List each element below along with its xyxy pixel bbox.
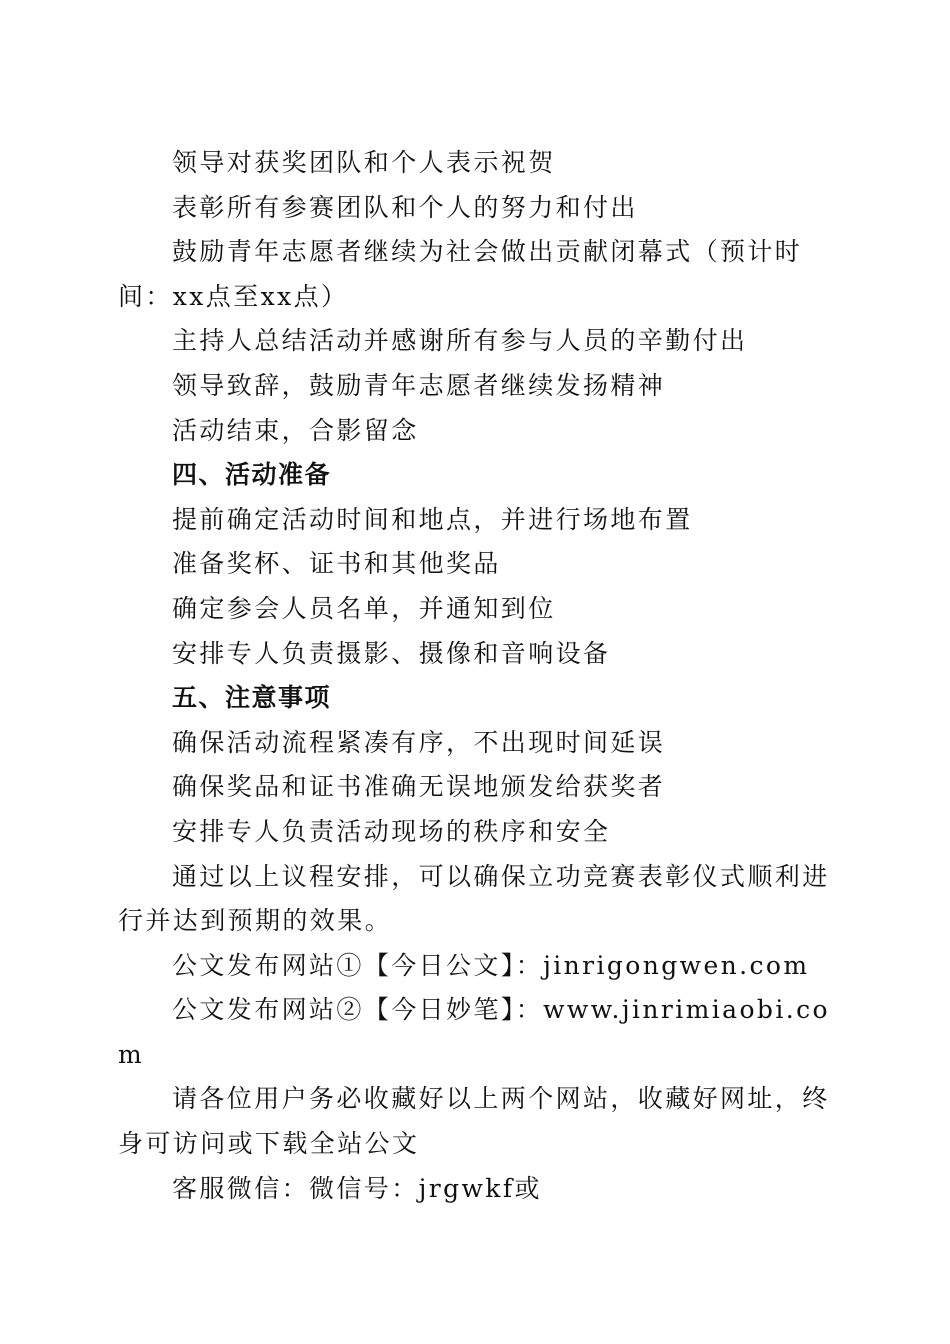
list-item: 确保活动流程紧凑有序，不出现时间延误 (172, 727, 666, 757)
list-item: 确保奖品和证书准确无误地颁发给获奖者 (172, 772, 666, 802)
list-item: 安排专人负责活动现场的秩序和安全 (172, 816, 611, 846)
paragraph: 鼓励青年志愿者继续为社会做出贡献闭幕式（预计时间：xx点至xx点） (118, 237, 803, 311)
website-line: 公文发布网站②【今日妙笔】：www.jinrimiaobi.com (118, 995, 830, 1069)
website-line: 公文发布网站①【今日公文】：jinrigongwen.com (172, 950, 810, 980)
section-heading: 四、活动准备 (172, 460, 332, 490)
list-item: 确定参会人员名单，并通知到位 (172, 593, 556, 623)
section-heading: 五、注意事项 (172, 683, 332, 713)
paragraph: 表彰所有参赛团队和个人的努力和付出 (172, 192, 638, 222)
list-item: 准备奖杯、证书和其他奖品 (172, 549, 501, 579)
document-body (118, 141, 830, 1211)
list-item: 安排专人负责摄影、摄像和音响设备 (172, 638, 611, 668)
customer-service-line: 客服微信：微信号：jrgwkf或 (172, 1173, 542, 1203)
paragraph: 领导对获奖团队和个人表示祝贺 (172, 148, 556, 177)
closing-paragraph: 通过以上议程安排，可以确保立功竞赛表彰仪式顺利进行并达到预期的效果。 (118, 861, 830, 936)
paragraph: 活动结束，合影留念 (172, 415, 419, 445)
paragraph: 领导致辞，鼓励青年志愿者继续发扬精神 (172, 370, 666, 400)
list-item: 提前确定活动时间和地点，并进行场地布置 (172, 504, 693, 534)
paragraph: 主持人总结活动并感谢所有参与人员的辛勤付出 (172, 326, 748, 356)
reminder-paragraph: 请各位用户务必收藏好以上两个网站，收藏好网址，终身可访问或下载全站公文 (118, 1084, 830, 1159)
